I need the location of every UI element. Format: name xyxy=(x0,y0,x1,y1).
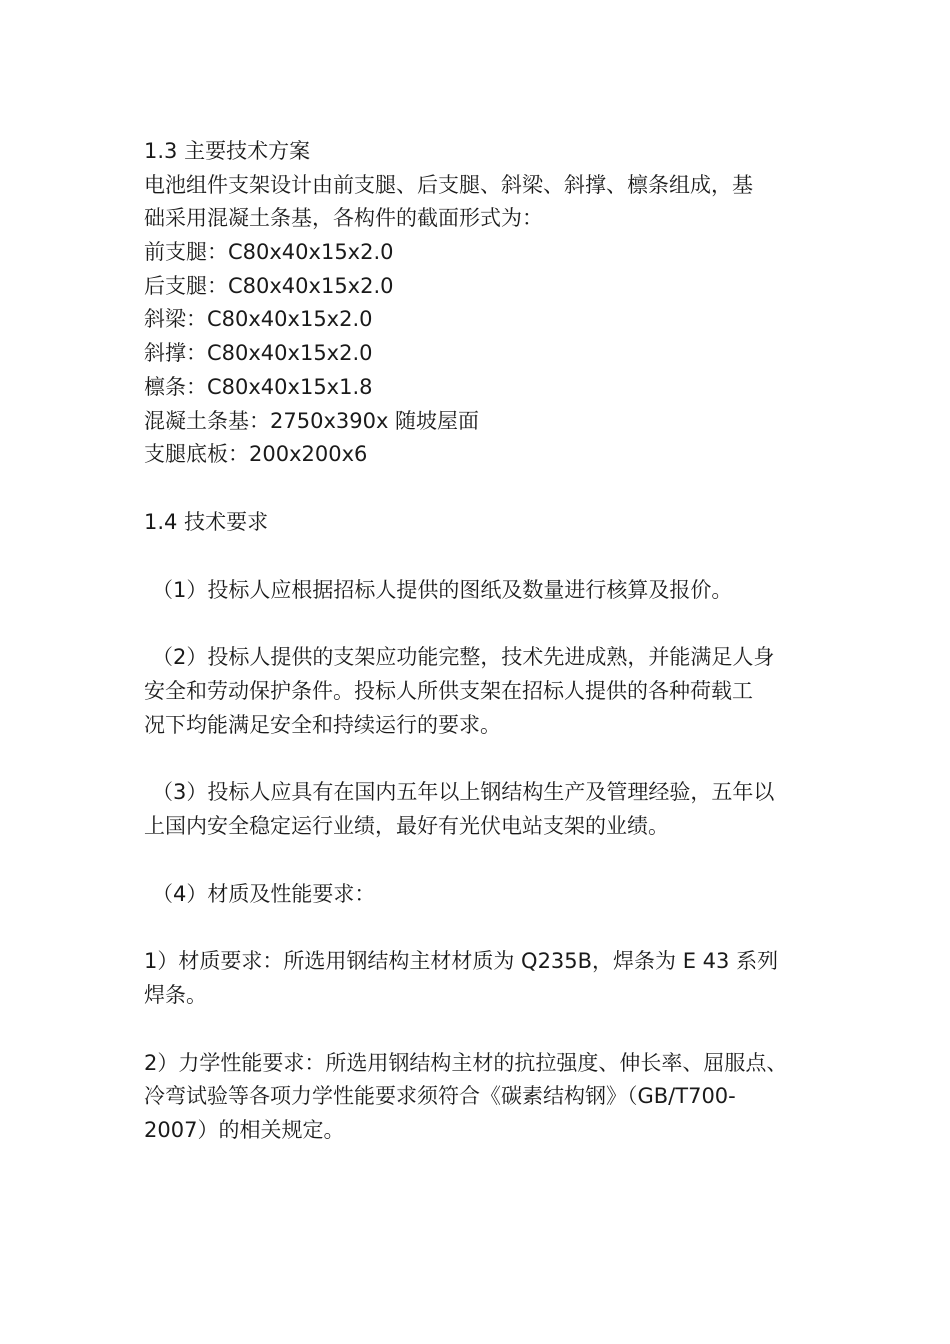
spec-item-front-leg: 前支腿：C80x40x15x2.0 xyxy=(144,240,394,265)
section-heading-1-4: 1.4 技术要求 xyxy=(144,509,269,534)
intro-text-line-1: 电池组件支架设计由前支腿、后支腿、斜梁、斜撑、檩条组成，基 xyxy=(144,172,753,197)
material-requirement-line-2: 焊条。 xyxy=(144,983,207,1008)
material-requirement-line-1: 1）材质要求：所选用钢结构主材材质为 Q235B，焊条为 E 43 系列 xyxy=(144,949,779,974)
mechanical-requirement-line-1: 2）力学性能要求：所选用钢结构主材的抗拉强度、伸长率、屈服点、 xyxy=(144,1050,788,1075)
spec-item-brace: 斜撑：C80x40x15x2.0 xyxy=(144,341,373,366)
requirement-2-line-2: 安全和劳动保护条件。投标人所供支架在招标人提供的各种荷载工 xyxy=(144,678,753,703)
requirement-3-line-1: （3）投标人应具有在国内五年以上钢结构生产及管理经验，五年以 xyxy=(152,780,775,805)
requirement-2-line-3: 况下均能满足安全和持续运行的要求。 xyxy=(144,712,501,737)
spec-item-inclined-beam: 斜梁：C80x40x15x2.0 xyxy=(144,307,373,332)
mechanical-requirement-line-2: 冷弯试验等各项力学性能要求须符合《碳素结构钢》（GB/T700- xyxy=(144,1084,736,1109)
intro-text-line-2: 础采用混凝土条基，各构件的截面形式为： xyxy=(144,206,543,231)
document-body xyxy=(144,135,814,1148)
spec-item-concrete-foundation: 混凝土条基：2750x390x 随坡屋面 xyxy=(144,408,480,433)
spec-item-rear-leg: 后支腿：C80x40x15x2.0 xyxy=(144,273,394,298)
spec-item-purlin: 檩条：C80x40x15x1.8 xyxy=(144,374,373,399)
mechanical-requirement-line-3: 2007）的相关规定。 xyxy=(144,1118,345,1143)
requirement-3-line-2: 上国内安全稳定运行业绩，最好有光伏电站支架的业绩。 xyxy=(144,814,669,838)
requirement-4: （4）材质及性能要求： xyxy=(152,881,376,906)
section-heading-1-3: 1.3 主要技术方案 xyxy=(144,139,311,163)
requirement-1: （1）投标人应根据招标人提供的图纸及数量进行核算及报价。 xyxy=(152,577,733,602)
requirement-2-line-1: （2）投标人提供的支架应功能完整，技术先进成熟，并能满足人身 xyxy=(152,645,775,670)
spec-item-base-plate: 支腿底板：200x200x6 xyxy=(144,442,368,467)
